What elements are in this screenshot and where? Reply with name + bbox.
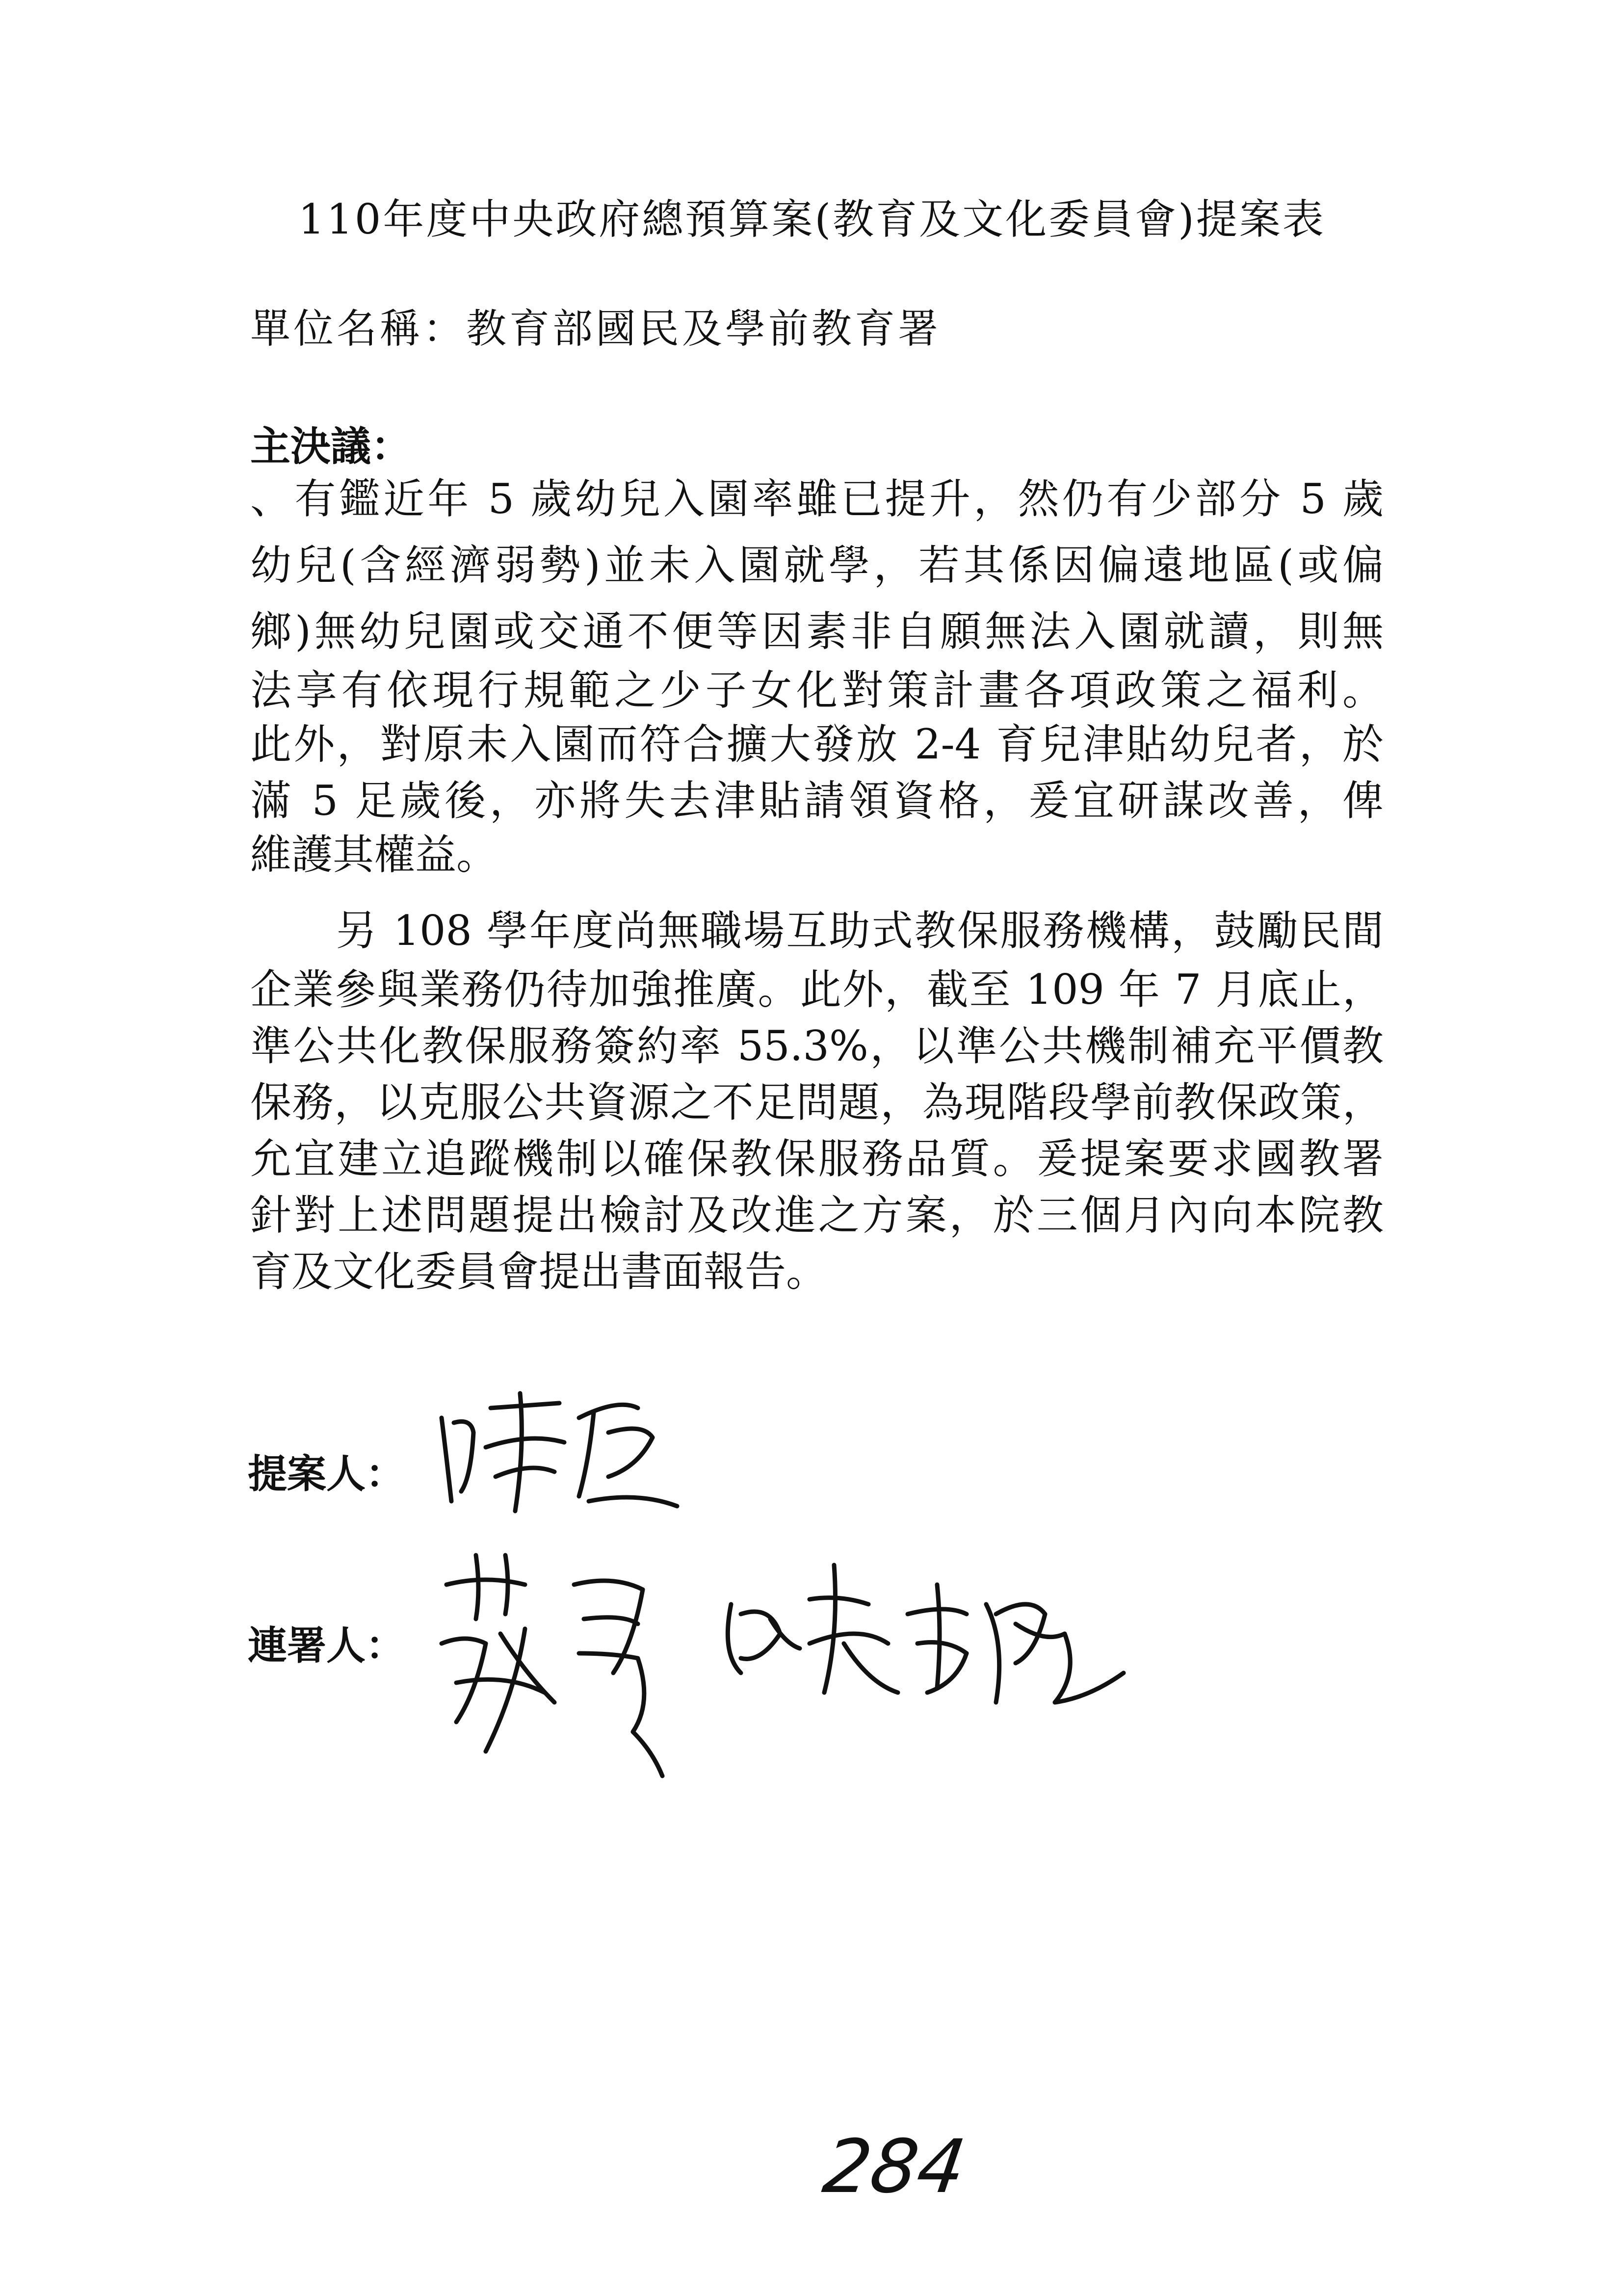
text-line: 維護其權益。 bbox=[250, 831, 498, 879]
text-line: 此外，對原未入園而符合擴大發放 2-4 育兒津貼幼兒者，於 bbox=[250, 720, 1384, 768]
text-line: 針對上述問題提出檢討及改進之方案，於三個月內向本院教 bbox=[250, 1191, 1384, 1239]
text-line: 企業參與業務仍待加強推廣。此外，截至 109 年 7 月底止， bbox=[250, 965, 1384, 1014]
text-line: 、有鑑近年 5 歲幼兒入園率雖已提升，然仍有少部分 5 歲 bbox=[250, 475, 1384, 523]
text-line: 法享有依現行規範之少子女化對策計畫各項政策之福利。 bbox=[250, 666, 1384, 714]
cosigner-signatures bbox=[427, 1545, 1153, 1791]
text-line: 幼兒(含經濟弱勢)並未入園就學，若其係因偏遠地區(或偏 bbox=[250, 541, 1384, 589]
proposer-label: 提案人： bbox=[248, 1451, 405, 1497]
text-line: 滿 5 足歲後，亦將失去津貼請領資格，爰宜研謀改善，俾 bbox=[250, 777, 1384, 825]
resolution-heading: 主決議： bbox=[250, 423, 412, 470]
document-title: 110年度中央政府總預算案(教育及文化委員會)提案表 bbox=[298, 195, 1326, 243]
page-number: 284 bbox=[818, 2124, 971, 2210]
text-line: 允宜建立追蹤機制以確保教保服務品質。爰提案要求國教署 bbox=[250, 1135, 1384, 1183]
proposer-signature bbox=[432, 1388, 707, 1516]
text-line: 鄉)無幼兒園或交通不便等因素非自願無法入園就讀，則無 bbox=[250, 607, 1384, 655]
text-line: 育及文化委員會提出書面報告。 bbox=[250, 1248, 828, 1296]
unit-name: 單位名稱：教育部國民及學前教育署 bbox=[250, 306, 942, 352]
text-line: 保務，以克服公共資源之不足問題，為現階段學前教保政策， bbox=[250, 1078, 1384, 1126]
text-line: 準公共化教保服務簽約率 55.3%，以準公共機制補充平價教 bbox=[250, 1022, 1384, 1070]
cosigner-label: 連署人： bbox=[248, 1622, 405, 1669]
text-line: 另 108 學年度尚無職場互助式教保服務機構，鼓勵民間 bbox=[250, 907, 1384, 955]
